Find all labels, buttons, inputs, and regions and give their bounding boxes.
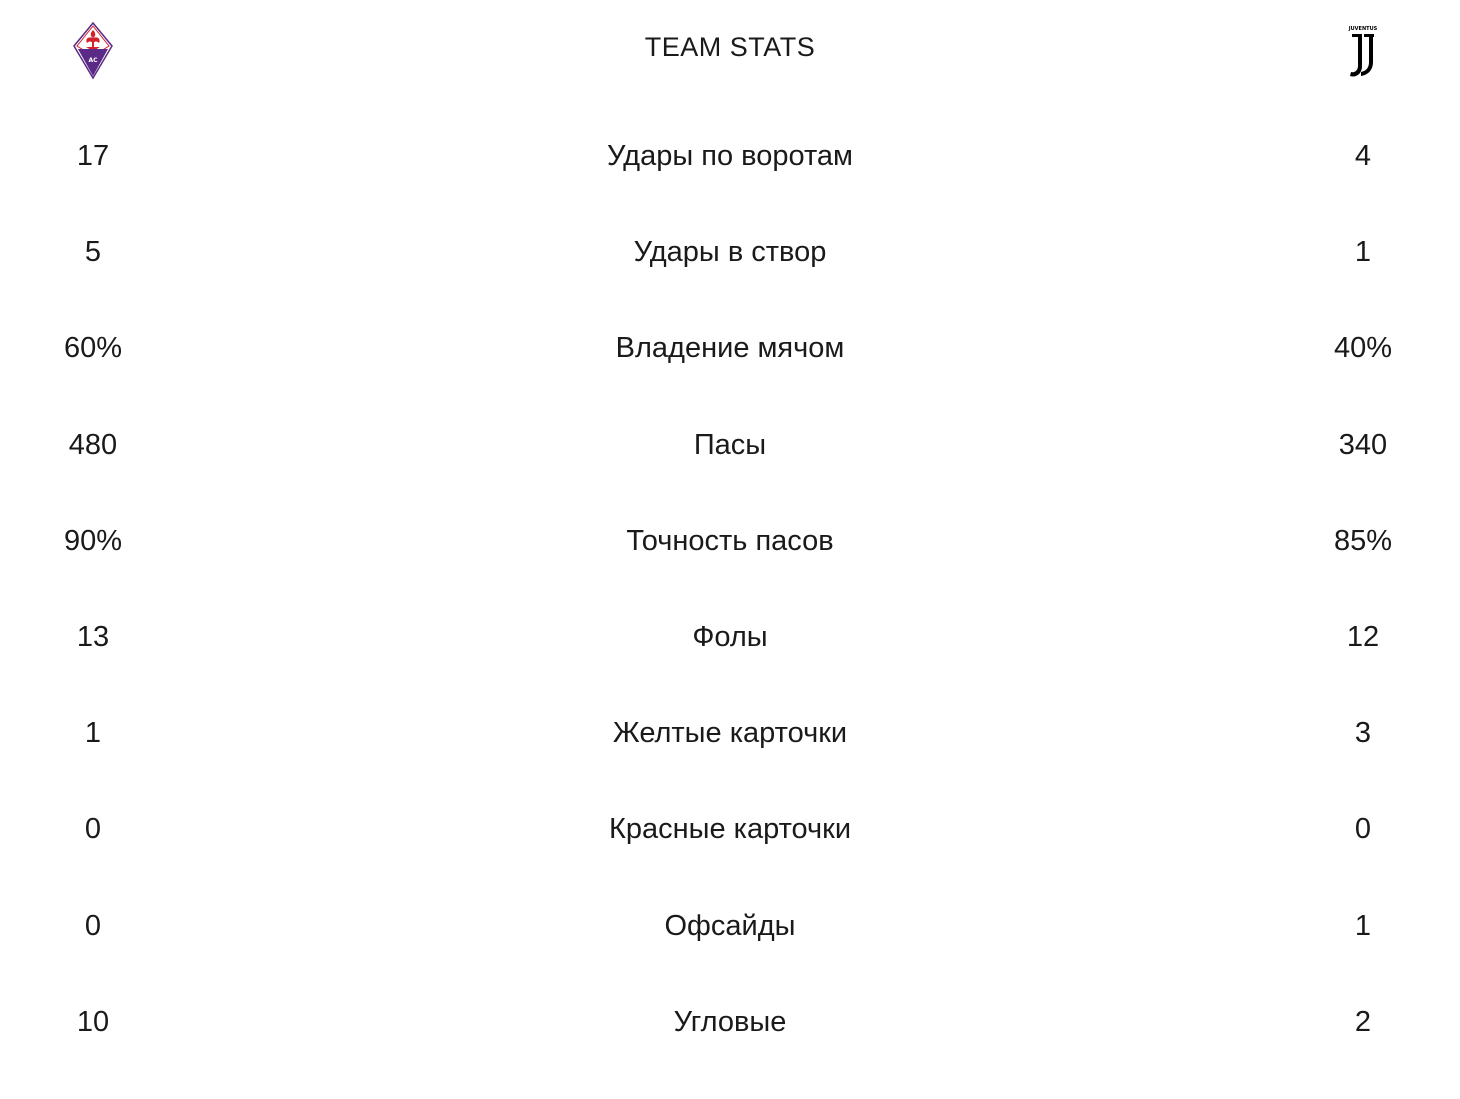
stat-row-shots — [0, 108, 1460, 204]
away-value: 340 — [1338, 428, 1388, 461]
stat-row-yellow-cards — [0, 685, 1460, 781]
stat-label: Точность пасов — [626, 524, 834, 557]
away-value: 4 — [1354, 140, 1372, 172]
away-value: 1 — [1354, 236, 1372, 269]
stat-label: Угловые — [673, 1005, 787, 1038]
away-value: 1 — [1354, 909, 1372, 942]
stat-row-shots-on-target — [0, 204, 1460, 300]
home-value: 0 — [84, 909, 102, 942]
juventus-logo-icon — [1344, 22, 1382, 80]
stat-label: Красные карточки — [608, 813, 852, 846]
stat-label: Фолы — [692, 620, 768, 653]
stat-label: Удары по воротам — [607, 140, 853, 172]
home-value: 13 — [76, 620, 110, 653]
home-value: 1 — [84, 717, 102, 750]
home-value: 90% — [63, 524, 123, 557]
stat-label: Удары в створ — [633, 236, 827, 269]
stat-label: Владение мячом — [615, 332, 845, 365]
away-value: 12 — [1346, 620, 1380, 653]
stat-row-offsides — [0, 878, 1460, 974]
stat-label: Офсайды — [664, 909, 796, 942]
header-title: TEAM STATS — [644, 32, 816, 62]
stat-label: Желтые карточки — [612, 717, 848, 750]
home-value: 0 — [84, 813, 102, 846]
home-value: 60% — [63, 332, 123, 365]
stat-row-possession — [0, 300, 1460, 396]
away-value: 85% — [1333, 524, 1393, 557]
stat-row-passes — [0, 397, 1460, 493]
home-logo-text: AC — [88, 57, 98, 64]
stat-row-red-cards — [0, 781, 1460, 877]
away-value: 2 — [1354, 1005, 1372, 1038]
stat-row-pass-accuracy — [0, 493, 1460, 589]
away-logo-text: JUVENTUS — [1348, 26, 1378, 32]
home-value: 480 — [68, 428, 118, 461]
away-value: 3 — [1354, 717, 1372, 750]
home-value: 17 — [76, 140, 110, 172]
home-value: 5 — [84, 236, 102, 269]
stat-row-fouls — [0, 589, 1460, 685]
stat-row-corners — [0, 974, 1460, 1070]
stat-label: Пасы — [693, 428, 767, 461]
stats-rows — [0, 108, 1460, 1070]
away-value: 0 — [1354, 813, 1372, 846]
home-value: 10 — [76, 1005, 110, 1038]
away-value: 40% — [1333, 332, 1393, 365]
stats-header — [0, 0, 1460, 100]
